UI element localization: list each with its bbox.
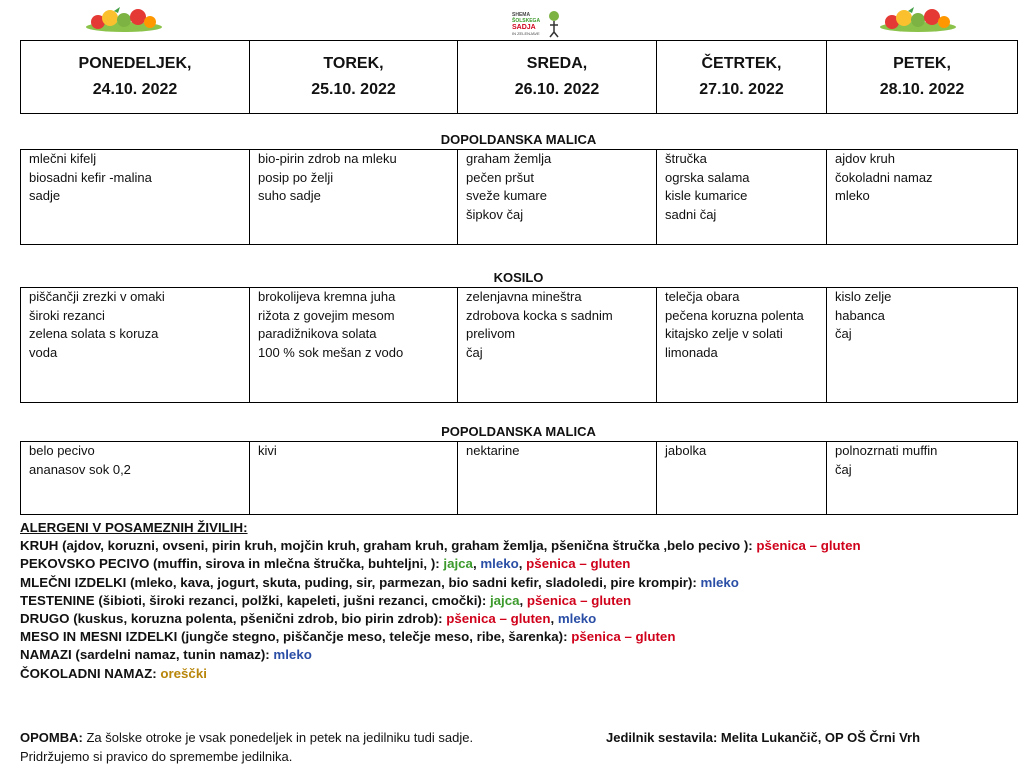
menu-item: rižota z govejim mesom	[258, 307, 395, 323]
menu-item: habanca	[835, 307, 885, 323]
menu-item: nektarine	[466, 443, 520, 458]
day-name: TOREK,	[323, 55, 384, 72]
allergen-tag: mleko	[700, 574, 739, 590]
menu-item: čokoladni namaz	[835, 169, 933, 185]
menu-author: Jedilnik sestavila: Melita Lukančič, OP OŠ Črni Vrh	[606, 730, 921, 745]
menu-item: čaj	[835, 326, 852, 341]
menu-item: paradižnikova solata	[258, 326, 377, 341]
allergen-tag: jajca	[489, 592, 520, 608]
menu-cell	[21, 150, 250, 245]
allergen-tag: jajca	[443, 556, 473, 572]
menu-item: pečen pršut	[466, 169, 534, 185]
menu-cell	[250, 288, 458, 403]
menu-item: zelena solata s koruza	[29, 326, 159, 341]
day-name: PETEK,	[893, 55, 951, 72]
menu-item: kislo zelje	[835, 289, 892, 304]
day-date: 27.10. 2022	[699, 81, 784, 98]
menu-item: sveže kumare	[466, 188, 547, 203]
menu-item: suho sadje	[258, 188, 321, 203]
menu-item: voda	[29, 344, 58, 360]
day-name: ČETRTEK,	[701, 55, 782, 72]
morning-snack-table	[20, 149, 1018, 245]
menu-item: graham žemlja	[466, 151, 552, 166]
fruit-basket-icon-right	[878, 5, 958, 38]
day-friday	[827, 41, 1018, 114]
menu-item: pečena koruzna polenta	[665, 307, 804, 323]
menu-item: piščančji zrezki v omaki	[29, 289, 165, 304]
lunch-table	[20, 287, 1018, 403]
note-text-2: Pridržujemo si pravico do spremembe jedilnika.	[20, 749, 293, 764]
allergen-line	[20, 610, 861, 628]
allergen-separator: ,	[519, 592, 527, 608]
menu-cell	[458, 150, 657, 245]
menu-cell	[657, 150, 827, 245]
allergen-tag: pšenica – gluten	[446, 611, 551, 627]
menu-cell	[827, 150, 1018, 245]
allergen-line	[20, 555, 861, 573]
allergen-line	[20, 628, 861, 646]
section-title-lunch: KOSILO	[493, 270, 544, 285]
menu-item: brokolijeva kremna juha	[258, 289, 396, 304]
menu-item: ogrska salama	[665, 169, 750, 185]
allergen-food-group: KRUH (ajdov, koruzni, ovseni, pirin kruh, mojčin kruh, graham kruh, graham žemlja, pšenična štručka ,belo pecivo ):	[20, 538, 757, 554]
days-header-table	[20, 40, 1018, 114]
allergen-line	[20, 592, 861, 610]
menu-item: prelivom	[466, 326, 516, 341]
school-fruit-scheme-logo	[508, 8, 564, 43]
allergen-food-group: MLEČNI IZDELKI (mleko, kava, jogurt, skuta, puding, sir, parmezan, bio sadni kefir, sladoledi, pire krompir):	[20, 574, 701, 590]
menu-cell	[21, 442, 250, 515]
allergen-line	[20, 574, 861, 592]
allergen-separator: ,	[472, 556, 481, 572]
note-block	[20, 728, 473, 766]
menu-item: sadje	[29, 188, 61, 203]
logo-line2: ŠOLSKEGA	[512, 18, 541, 24]
logo-line3: SADJA	[512, 24, 536, 31]
menu-item: bio-pirin zdrob na mleku	[258, 151, 397, 166]
menu-cell	[458, 288, 657, 403]
menu-cell	[458, 442, 657, 515]
afternoon-snack-table	[20, 441, 1018, 515]
day-thursday	[657, 41, 827, 114]
menu-cell	[657, 288, 827, 403]
menu-item: 100 % sok mešan z vodo	[258, 344, 404, 360]
menu-cell	[657, 442, 827, 515]
allergen-line	[20, 665, 861, 683]
day-tuesday	[250, 41, 458, 114]
menu-cell	[250, 442, 458, 515]
logo-line4: IN ZELENJAVE	[512, 31, 540, 36]
allergen-separator: ,	[518, 556, 527, 572]
day-name: PONEDELJEK,	[78, 55, 192, 72]
allergen-tag: pšenica – gluten	[526, 556, 631, 572]
allergen-line	[20, 537, 861, 555]
menu-item: ajdov kruh	[835, 151, 895, 166]
allergen-food-group: MESO IN MESNI IZDELKI (jungče stegno, piščančje meso, telečje meso, ribe, šarenka):	[20, 629, 572, 645]
menu-item: biosadni kefir -malina	[29, 169, 152, 185]
section-title-morning: DOPOLDANSKA MALICA	[440, 132, 597, 147]
allergen-tag: pšenica – gluten	[571, 629, 676, 645]
day-monday	[21, 41, 250, 114]
logo-line1: SHEMA	[512, 12, 531, 18]
allergen-tag: oreščki	[160, 665, 207, 681]
menu-item: sadni čaj	[665, 206, 717, 222]
menu-item: belo pecivo	[29, 443, 95, 458]
allergen-food-group: NAMAZI (sardelni namaz, tunin namaz):	[20, 647, 274, 663]
allergens-block	[20, 519, 861, 683]
allergen-food-group: ČOKOLADNI NAMAZ:	[20, 665, 161, 681]
allergen-food-group: DRUGO (kuskus, koruzna polenta, pšenični zdrob, bio pirin zdrob):	[20, 611, 447, 627]
menu-item: zelenjavna mineštra	[466, 289, 582, 304]
menu-item: kisle kumarice	[665, 188, 748, 203]
menu-cell	[250, 150, 458, 245]
day-date: 24.10. 2022	[92, 81, 178, 98]
allergen-line	[20, 646, 861, 664]
allergen-food-group: PEKOVSKO PECIVO (muffin, sirova in mlečna štručka, buhteljni, ):	[20, 556, 444, 572]
allergen-lines	[20, 537, 861, 683]
menu-item: limonada	[665, 344, 718, 360]
menu-item: šipkov čaj	[466, 206, 524, 222]
note-text-1: Za šolske otroke je vsak ponedeljek in petek na jedilniku tudi sadje.	[82, 730, 474, 745]
allergen-tag: mleko	[557, 611, 597, 627]
menu-cell	[21, 288, 250, 403]
menu-item: ananasov sok 0,2	[29, 461, 131, 477]
allergen-tag: pšenica – gluten	[756, 538, 861, 554]
day-name: SREDA,	[526, 55, 588, 72]
menu-cell	[827, 288, 1018, 403]
day-date: 26.10. 2022	[514, 81, 600, 98]
menu-item: mleko	[835, 188, 870, 203]
day-date: 25.10. 2022	[311, 81, 396, 98]
menu-item: čaj	[835, 461, 852, 477]
day-wednesday	[458, 41, 657, 114]
menu-item: čaj	[466, 344, 483, 360]
section-title-afternoon: POPOLDANSKA MALICA	[441, 424, 596, 439]
menu-item: jabolka	[665, 443, 707, 458]
menu-cell	[827, 442, 1018, 515]
allergens-title: ALERGENI V POSAMEZNIH ŽIVILIH:	[20, 520, 248, 535]
menu-item: kivi	[258, 443, 277, 458]
menu-item: telečja obara	[665, 289, 740, 304]
allergen-tag: mleko	[480, 556, 519, 572]
allergen-tag: mleko	[273, 647, 312, 663]
menu-item: široki rezanci	[29, 307, 105, 323]
menu-item: zdrobova kocka s sadnim	[466, 307, 613, 323]
note-label: OPOMBA:	[20, 730, 83, 745]
menu-item: mlečni kifelj	[29, 151, 97, 166]
day-date: 28.10. 2022	[879, 81, 965, 98]
menu-item: kitajsko zelje v solati	[665, 326, 783, 341]
menu-item: posip po želji	[258, 169, 334, 185]
fruit-basket-icon-left	[84, 5, 164, 38]
allergen-tag: pšenica – gluten	[526, 592, 632, 608]
allergen-separator: ,	[550, 611, 558, 627]
allergen-food-group: TESTENINE (šibioti, široki rezanci, polžki, kapeleti, jušni rezanci, cmočki):	[20, 592, 490, 608]
menu-item: štručka	[665, 151, 707, 166]
menu-item: polnozrnati muffin	[835, 443, 938, 458]
